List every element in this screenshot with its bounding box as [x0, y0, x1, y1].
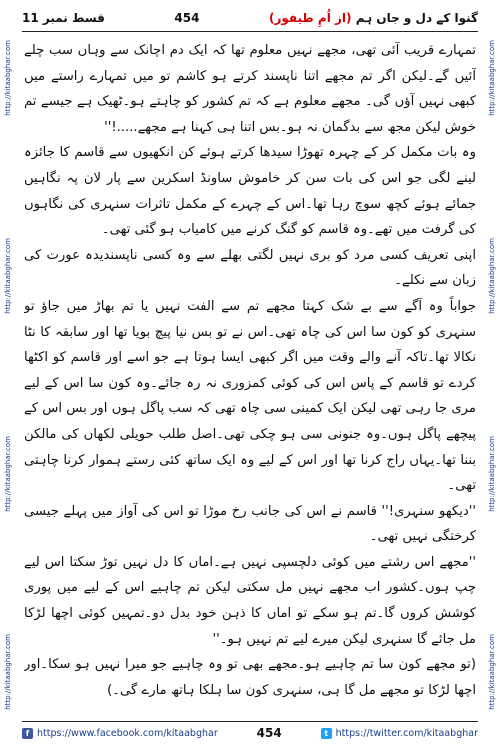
footer-page-number: 454 [256, 726, 282, 740]
page-header [22, 6, 478, 30]
header-page-number: 454 [174, 11, 200, 25]
author-name: (از اُمِ طیفور) [268, 11, 352, 25]
watermark-link[interactable]: http://kitaabghar.com [488, 634, 496, 710]
facebook-url[interactable]: https://www.facebook.com/kitaabghar [37, 727, 218, 739]
paragraph: تمہارے قریب آئی تھی، مجھے نہیں معلوم تھا کہ ایک دم اچانک سے وہاں سب چلے آئیں گے۔لیکن اگر تم مجھے اتنا ناپسند کرتے ہو کاشم تو میں تمہارے راستے میں کبھی نہیں آؤں گی۔ مجھے معلوم ہے کہ تم کشور کو چاہتے ہو۔ٹھیک ہے جیسے تم خوش لیکن مجھ سے بدگمان نہ ہو۔بس اتنا ہی کہنا ہے مجھے.....!'' [24, 43, 476, 135]
paragraph: ''دیکھو سنہری!'' قاسم نے اس کی جانب رخ موڑا تو اس کی آواز میں پہلے جیسی کرختگی نہیں تھی۔ [24, 503, 476, 545]
watermark-link[interactable]: http://kitaabghar.com [488, 40, 496, 116]
novel-name: گنوا کے دل و جاں ہم [355, 11, 478, 25]
twitter-url[interactable]: https://twitter.com/kitaabghar [335, 727, 478, 739]
paragraph: ''مجھے اس رشتے میں کوئی دلچسپی نہیں ہے۔اماں کا دل نہیں توڑ سکتا اس لیے چپ ہوں۔کشور اب مجھے نہیں مل سکتی لیکن تم چاہیے اس کے لیے میں پوری کوشش کروں گا۔تم ہو سکے تو اماں کا ذہن خود بدل دو۔تمہیں کوئی اچھا لڑکا مل جائے گا سنہری لیکن میرے لیے تم نہیں ہو۔'' [24, 554, 476, 647]
paragraph: وہ بات مکمل کر کے چہرہ تھوڑا سیدھا کرتے ہوئے کن انکھیوں سے قاسم کا جائزہ لینے لگی جو اس کی بات سن کر خاموش ساونڈ اسکرین سے پار لان پہ نگاہیں جمائے ہوئے کچھ سوچ رہا تھا۔اس کے چہرے کے مکمل تاثرات سنہری کی نگاہوں کی گرفت میں تھے۔وہ قاسم کو گنگ کرنے میں کامیاب ہو گئی تھی۔ [24, 145, 476, 238]
watermark-link[interactable]: http://kitaabghar.com [488, 238, 496, 314]
novel-title [269, 11, 478, 25]
paragraph: اپنی تعریف کسی مرد کو بری نہیں لگتی بھلے سے وہ کسی ناپسندیدہ عورت کی زبان سے نکلے۔ [24, 247, 476, 289]
watermark-link[interactable]: http://kitaabghar.com [4, 436, 12, 512]
paragraph [24, 703, 476, 704]
page-footer [22, 724, 478, 742]
footer-divider [22, 721, 478, 722]
watermark-link[interactable]: http://kitaabghar.com [4, 634, 12, 710]
header-divider [22, 31, 478, 32]
paragraph: جواباً وہ آگے سے بے شک کہتا مجھے تم سے الفت نہیں یا تم بھاڑ میں جاؤ تو سنہری کو کون سا اس کی چاہ تھی۔اس نے تو بس نیا پیچ بویا تھا اور سابقہ کا نٹا نکالا تھا۔تاکہ آنے والے وقت میں اگر کبھی ایسا ہوتا ہے جو اسے اور قاسم کو اکٹھا کردے تو قاسم کے پاس اس کی کوئی کمزوری نہ رہ جائے۔وہ کون سا اس کے لیے مری جا رہی تھی لیکن ایک کمینی سی چاہ تھی کہ سب پاگل ہوں اور بس اس کے پیچھے پاگل ہوں۔وہ جنونی سی ہو چکی تھی۔اصل طلب حویلی لکھاں کی مالکن بننا تھا۔یہاں راج کرنا تھا اور اس کے لیے وہ ایک ساتھ کئی رستے ہموار کرنا چاہتی تھی۔ [24, 298, 476, 494]
twitter-link[interactable] [321, 728, 478, 739]
paragraph: (تو مجھے کون سا تم چاہیے ہو۔مجھے بھی تو وہ چاہیے جو میرا نہیں ہو سکا۔اور اچھا لڑکا تو مجھے مل گا ہی، سنہری کون سا ہلکا ہاتھ مارے گی۔) [24, 657, 476, 698]
facebook-icon: f [22, 728, 33, 739]
watermark-link[interactable]: http://kitaabghar.com [4, 238, 12, 314]
issue-number: قسط نمبر 11 [22, 11, 105, 25]
watermark-link[interactable]: http://kitaabghar.com [488, 436, 496, 512]
page-body [24, 38, 476, 704]
left-watermark-strip [2, 40, 14, 710]
right-watermark-strip [486, 40, 498, 710]
watermark-link[interactable]: http://kitaabghar.com [4, 40, 12, 116]
facebook-link[interactable] [22, 728, 218, 739]
twitter-icon: t [321, 728, 332, 739]
